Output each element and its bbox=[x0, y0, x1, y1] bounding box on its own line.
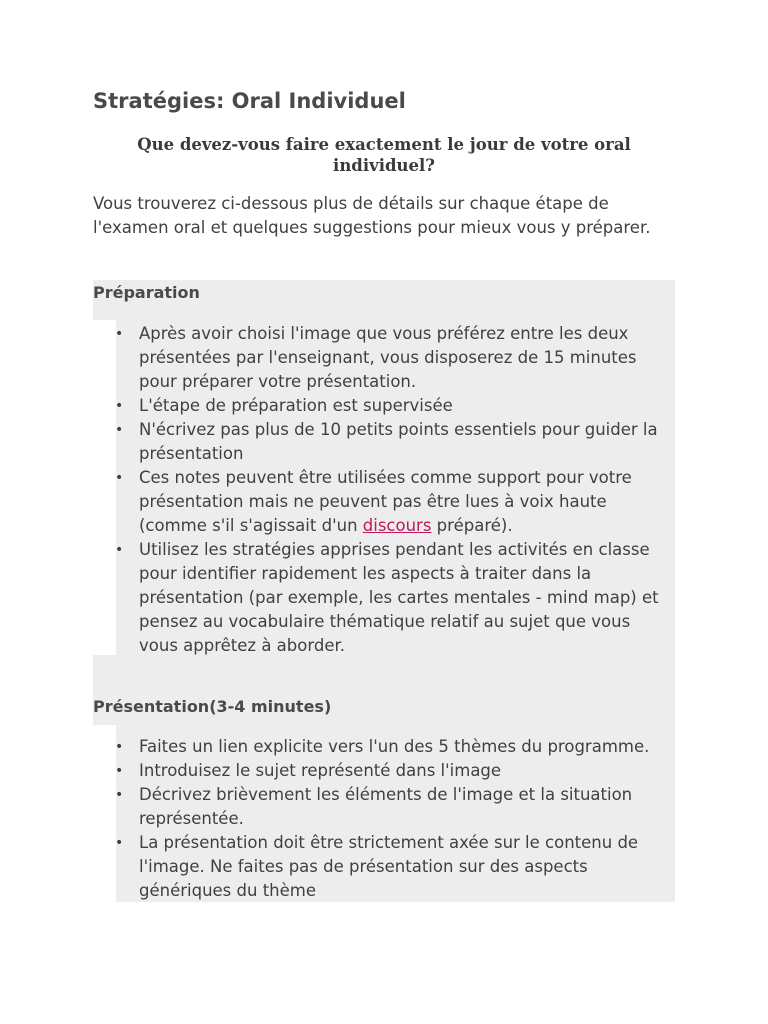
list-item: • La présentation doit être strictement axée sur le contenu de l'image. Ne faites pas de présentation sur des aspects génériques du thème bbox=[93, 831, 675, 903]
list-item: • Utilisez les stratégies apprises pendant les activités en classe pour identifier rapidement les aspects à traiter dans la présentation (par exemple, les cartes mentales - mind map) et pensez au vocabulaire thématique relatif au sujet que vous vous apprêtez à aborder. bbox=[93, 538, 675, 658]
list-item: • L'étape de préparation est supervisée bbox=[93, 394, 675, 418]
discours-link[interactable]: discours bbox=[362, 516, 432, 535]
preparation-section bbox=[93, 280, 675, 655]
presentation-section bbox=[93, 655, 675, 902]
list-item: • Décrivez brièvement les éléments de l'image et la situation représentée. bbox=[93, 783, 675, 831]
list-item-text: préparé). bbox=[431, 516, 513, 535]
presentation-bullet-list bbox=[93, 735, 675, 903]
section-heading-preparation: Préparation bbox=[93, 283, 200, 302]
preparation-bullet-list bbox=[93, 322, 675, 658]
list-item bbox=[93, 466, 675, 538]
page-title: Stratégies: Oral Individuel bbox=[93, 89, 406, 113]
section-heading-presentation: Présentation(3-4 minutes) bbox=[93, 697, 332, 716]
intro-paragraph: Vous trouverez ci-dessous plus de détails sur chaque étape de l'examen oral et quelques suggestions pour mieux vous y préparer. bbox=[93, 194, 651, 237]
list-item-text: Ces notes peuvent être utilisées comme support pour votre présentation mais ne peuvent pas être lues à voix haute (comme s'il s'agissait d'un bbox=[139, 468, 632, 535]
document-subtitle: Que devez-vous faire exactement le jour de votre oral individuel? bbox=[137, 135, 631, 175]
list-item: • Faites un lien explicite vers l'un des 5 thèmes du programme. bbox=[93, 735, 675, 759]
list-item: • N'écrivez pas plus de 10 petits points essentiels pour guider la présentation bbox=[93, 418, 675, 466]
list-item: • Après avoir choisi l'image que vous préférez entre les deux présentées par l'enseignant, vous disposerez de 15 minutes pour préparer votre présentation. bbox=[93, 322, 675, 394]
list-item: • Introduisez le sujet représenté dans l'image bbox=[93, 759, 675, 783]
